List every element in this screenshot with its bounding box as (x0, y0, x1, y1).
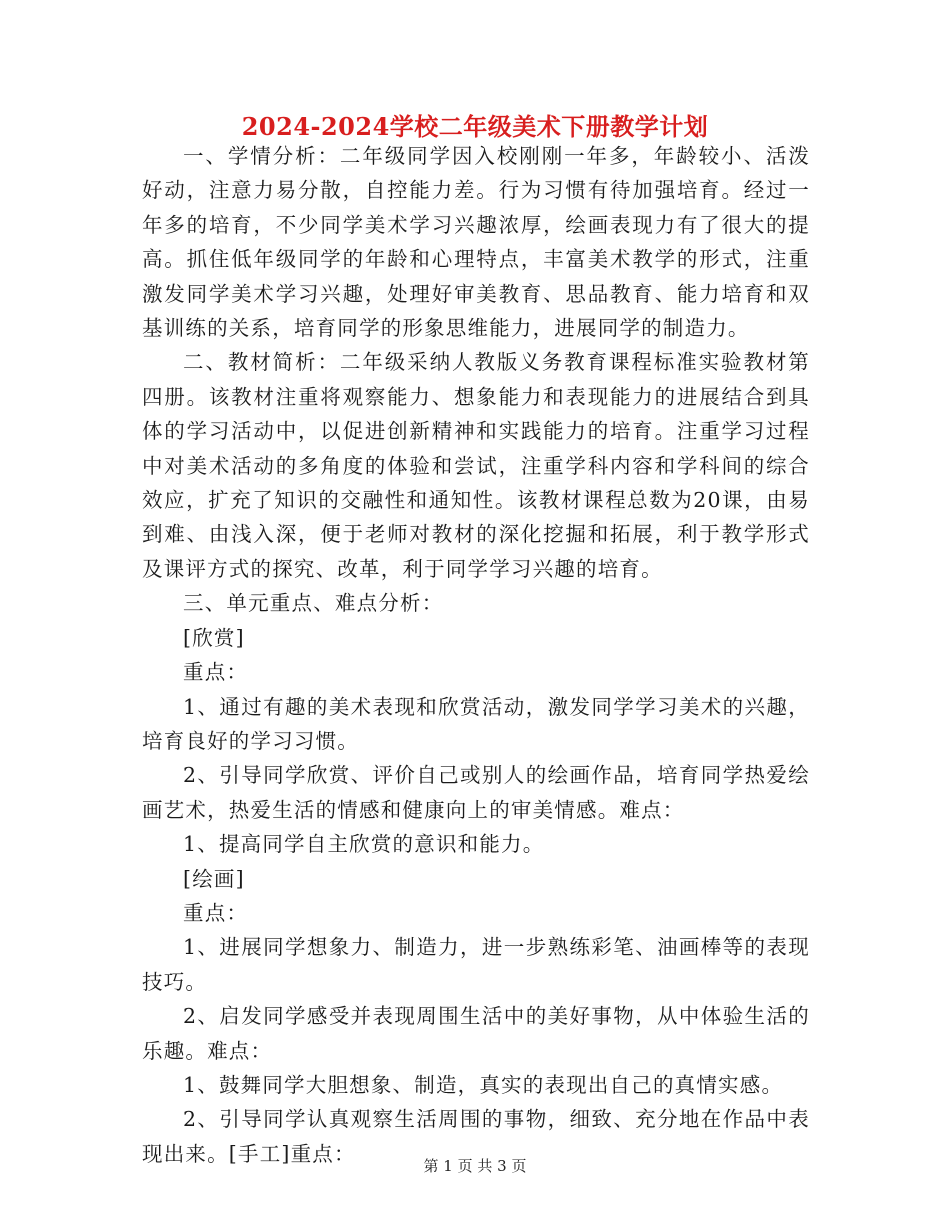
section-label-appreciation: [欣赏] (183, 625, 245, 650)
list-item: 2、引导同学认真观察生活周围的事物，细致、充分地在作品中表现出来。[手工]重点： (142, 1107, 810, 1166)
list-item: 1、进展同学想象力、制造力，进一步熟练彩笔、油画棒等的表现技巧。 (142, 935, 810, 994)
paragraph-student-analysis: 一、学情分析：二年级同学因入校刚刚一年多，年龄较小、活泼好动，注意力易分散，自控能力差。行为习惯有待加强培育。经过一年多的培育，不少同学美术学习兴趣浓厚，绘画表现力有了很大的提高。抓住低年级同学的年龄和心理特点，丰富美术教学的形式，注重激发同学美术学习兴趣，处理好审美教育、思品教育、能力培育和双基训练的关系，培育同学的形象思维能力，进展同学的制造力。 (142, 144, 810, 341)
key-points-label: 重点： (183, 900, 249, 925)
footer-total-pages: 3 (497, 1157, 507, 1175)
page-footer (0, 1156, 950, 1176)
paragraph-unit-heading: 三、单元重点、难点分析： (183, 591, 444, 616)
footer-page-number: 1 (443, 1157, 453, 1175)
list-item: 1、鼓舞同学大胆想象、制造，真实的表现出自己的真情实感。 (183, 1072, 784, 1097)
key-points-label: 重点： (183, 660, 249, 685)
list-item: 1、通过有趣的美术表现和欣赏活动，激发同学学习美术的兴趣，培育良好的学习习惯。 (142, 694, 810, 753)
footer-suffix: 页 (511, 1157, 527, 1175)
document-title: 2024-2024学校二年级美术下册教学计划 (241, 112, 709, 141)
document-body (142, 139, 810, 1171)
list-item: 2、引导同学欣赏、评价自己或别人的绘画作品，培育同学热爱绘画艺术，热爱生活的情感和健康向上的审美情感。难点： (142, 763, 810, 822)
footer-middle: 页 共 (457, 1157, 493, 1175)
footer-prefix: 第 (423, 1157, 439, 1175)
list-item: 2、启发同学感受并表现周围生活中的美好事物，从中体验生活的乐趣。难点： (142, 1004, 810, 1063)
list-item: 1、提高同学自主欣赏的意识和能力。 (183, 832, 545, 857)
paragraph-textbook-analysis: 二、教材简析：二年级采纳人教版义务教育课程标准实验教材第四册。该教材注重将观察能力、想象能力和表现能力的进展结合到具体的学习活动中，以促进创新精神和实践能力的培育。注重学习过程中对美术活动的多角度的体验和尝试，注重学科内容和学科间的综合效应，扩充了知识的交融性和通知性。该教材课程总数为20课，由易到难、由浅入深，便于老师对教材的深化挖掘和拓展，利于教学形式及课评方式的探究、改革，利于同学学习兴趣的培育。 (142, 350, 810, 581)
section-label-painting: [绘画] (183, 866, 245, 891)
